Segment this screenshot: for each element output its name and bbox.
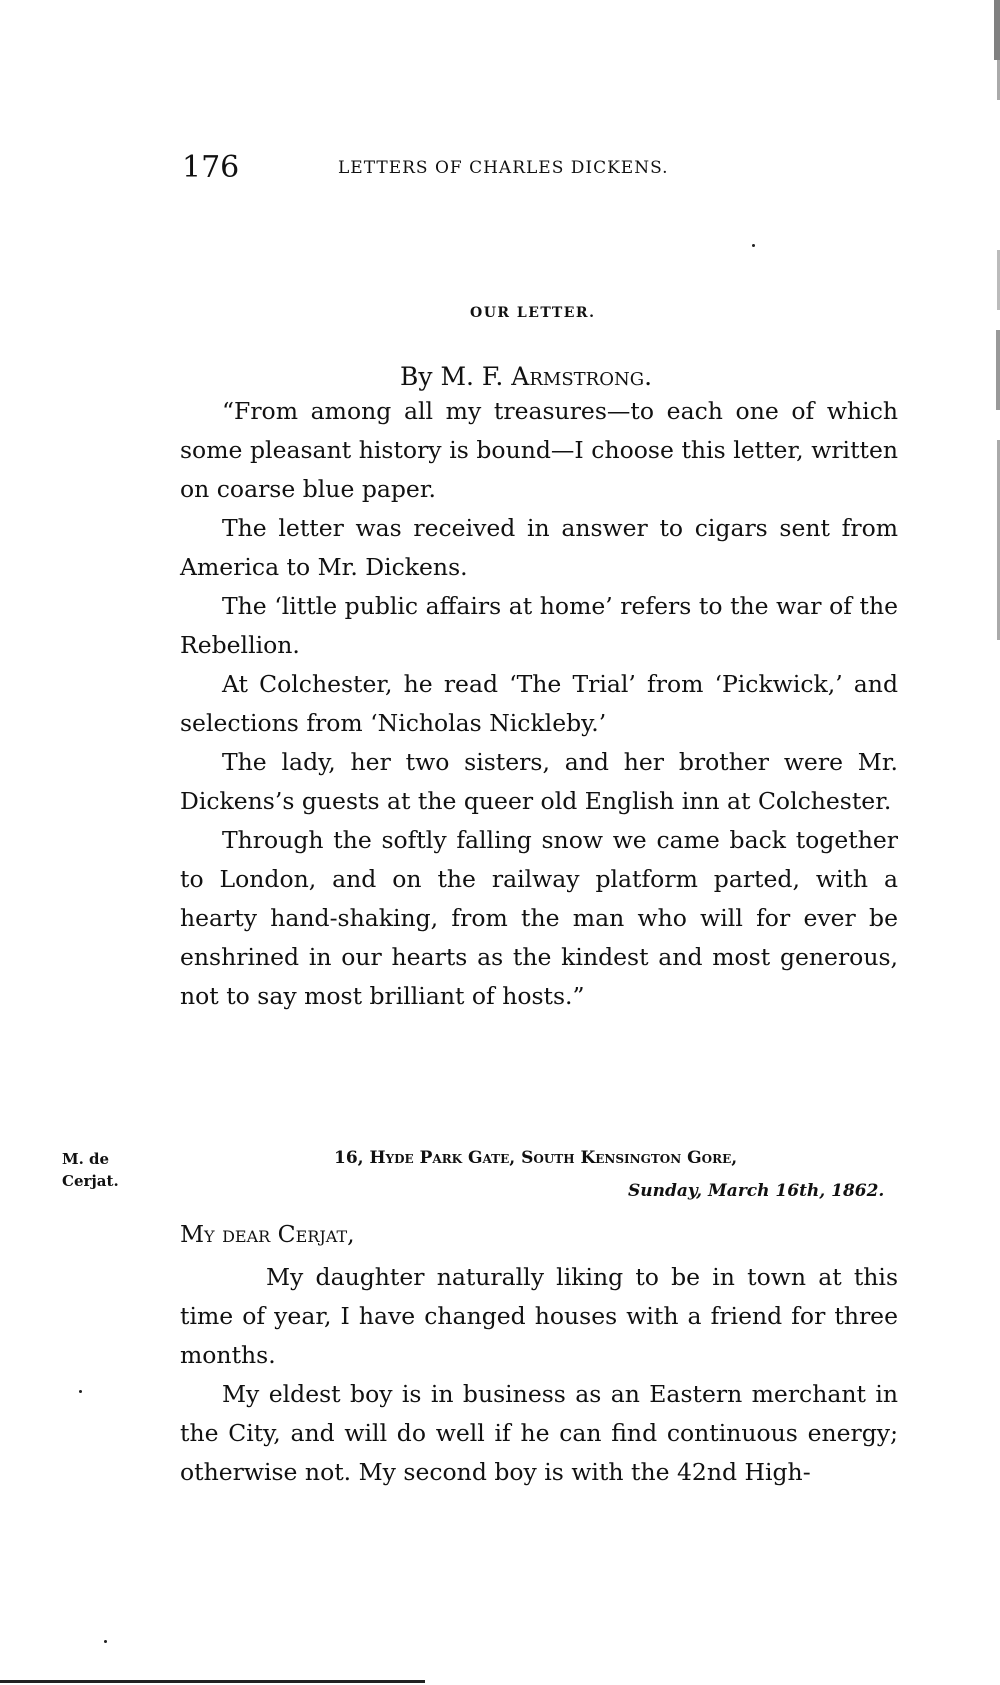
intro-paragraph: Through the softly falling snow we came back together to London, and on the railway platform parted, with a hearty hand-shaking, from the man who will for ever be enshrined in our hearts as the kindest and most generous, not to say most brilliant of hosts.” bbox=[180, 826, 898, 1010]
intro-text bbox=[180, 392, 898, 1016]
bottom-rule bbox=[0, 1680, 425, 1683]
running-title: LETTERS OF CHARLES DICKENS. bbox=[338, 158, 669, 178]
section-title: OUR LETTER. bbox=[470, 305, 596, 321]
address-street: Hyde Park Gate, South Kensington Gore, bbox=[369, 1148, 738, 1168]
scan-edge-shadow bbox=[996, 330, 1000, 410]
letter-paragraph: My eldest boy is in business as an Eastern merchant in the City, and will do well if he can find continuous energy; otherwise not. My second boy is with the 42nd High- bbox=[180, 1380, 898, 1486]
margin-note bbox=[62, 1148, 142, 1192]
intro-paragraph: The ‘little public affairs at home’ refers to the war of the Rebellion. bbox=[180, 592, 898, 659]
ink-speck bbox=[79, 1390, 82, 1393]
margin-note-line: M. de bbox=[62, 1150, 110, 1168]
address-number: 16, bbox=[334, 1148, 364, 1168]
byline-author: Armstrong. bbox=[511, 362, 653, 391]
intro-paragraph: The lady, her two sisters, and her brother were Mr. Dickens’s guests at the queer old English inn at Colchester. bbox=[180, 748, 898, 815]
ink-speck bbox=[104, 1640, 107, 1643]
ink-speck bbox=[752, 244, 755, 247]
date-text: Sunday, March 16th, 1862. bbox=[628, 1181, 885, 1201]
scan-edge-shadow bbox=[994, 0, 1000, 60]
byline bbox=[400, 362, 652, 391]
byline-prefix: By M. F. bbox=[400, 362, 504, 391]
intro-paragraph: The letter was received in answer to cigars sent from America to Mr. Dickens. bbox=[180, 514, 898, 581]
letter-address bbox=[334, 1148, 737, 1168]
intro-paragraph: “From among all my treasures—to each one of which some pleasant history is bound—I choose this letter, written on coarse blue paper. bbox=[180, 397, 898, 503]
page-number: 176 bbox=[182, 150, 240, 185]
margin-note-line: Cerjat. bbox=[62, 1172, 119, 1190]
letter-paragraph: My daughter naturally liking to be in town at this time of year, I have changed houses with a friend for three months. bbox=[180, 1263, 898, 1369]
letter-date bbox=[628, 1181, 884, 1201]
letter-body bbox=[180, 1258, 898, 1492]
intro-paragraph: At Colchester, he read ‘The Trial’ from ‘Pickwick,’ and selections from ‘Nicholas Nickleby.’ bbox=[180, 670, 898, 737]
salutation: My dear Cerjat, bbox=[180, 1220, 355, 1248]
